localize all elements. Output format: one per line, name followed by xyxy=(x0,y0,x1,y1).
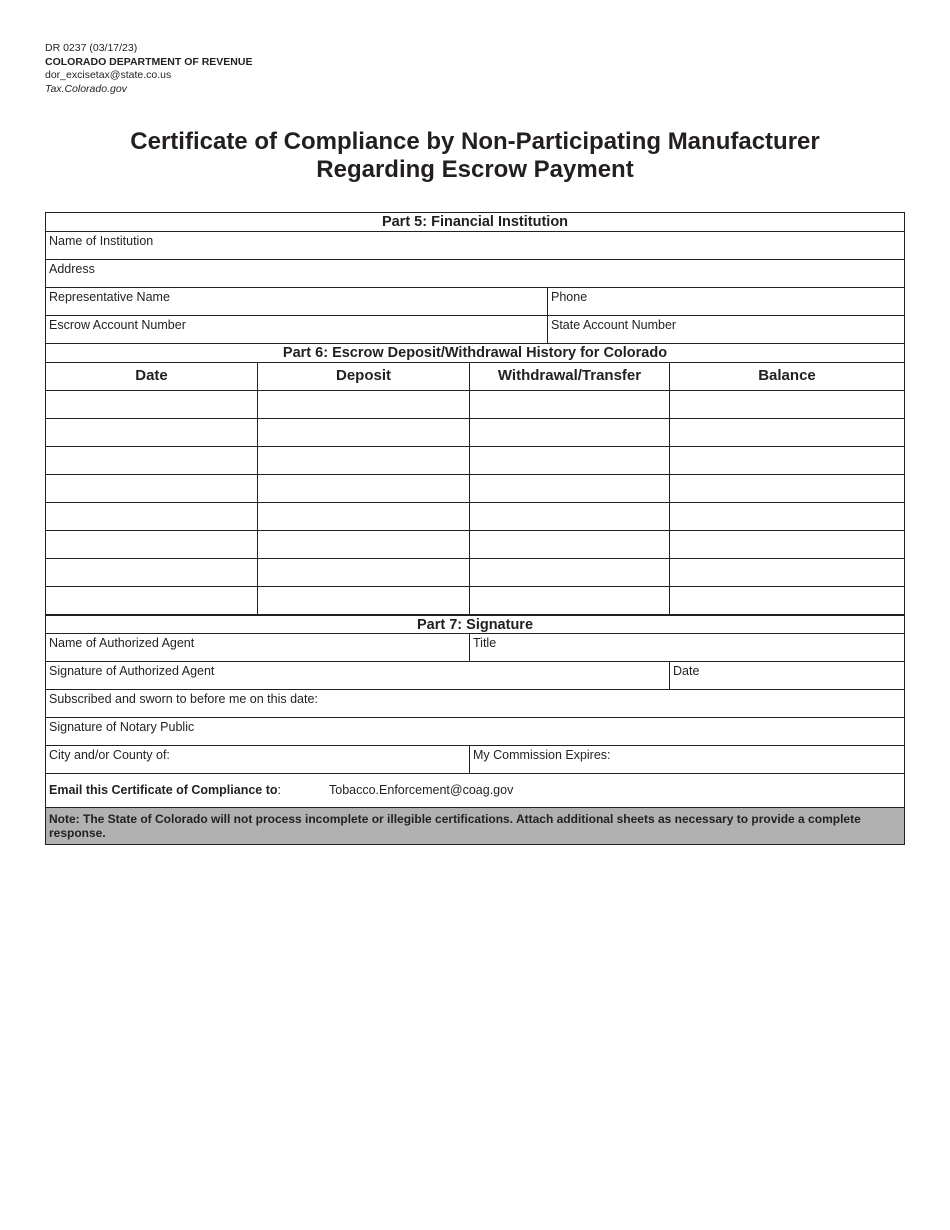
sworn-row xyxy=(46,690,904,718)
deposit-cell[interactable] xyxy=(258,475,470,502)
sworn-date-field[interactable]: Subscribed and sworn to before me on this date: xyxy=(49,692,318,706)
representative-name-field[interactable]: Representative Name xyxy=(46,288,548,315)
date-cell[interactable] xyxy=(46,559,258,586)
phone-field[interactable]: Phone xyxy=(551,290,588,304)
deposit-cell[interactable] xyxy=(258,447,470,474)
balance-cell[interactable] xyxy=(670,559,904,586)
table-row xyxy=(46,559,904,587)
table-row xyxy=(46,419,904,447)
date-cell[interactable] xyxy=(46,419,258,446)
column-header-date: Date xyxy=(46,363,258,390)
institution-row xyxy=(46,232,904,260)
balance-cell[interactable] xyxy=(670,503,904,530)
part7-heading: Part 7: Signature xyxy=(46,615,904,634)
table-row xyxy=(46,447,904,475)
deposit-cell[interactable] xyxy=(258,503,470,530)
email-instructions-colon: : xyxy=(277,782,281,797)
table-row xyxy=(46,587,904,615)
certificate-form xyxy=(45,212,905,845)
agent-signature-field[interactable]: Signature of Authorized Agent xyxy=(46,662,670,689)
balance-cell[interactable] xyxy=(670,531,904,558)
balance-cell[interactable] xyxy=(670,447,904,474)
withdrawal-cell[interactable] xyxy=(470,559,670,586)
notary-row xyxy=(46,718,904,746)
withdrawal-cell[interactable] xyxy=(470,447,670,474)
withdrawal-cell[interactable] xyxy=(470,503,670,530)
date-cell[interactable] xyxy=(46,475,258,502)
date-cell[interactable] xyxy=(46,447,258,474)
notary-signature-field[interactable]: Signature of Notary Public xyxy=(49,720,195,734)
deposit-cell[interactable] xyxy=(258,531,470,558)
deposit-cell[interactable] xyxy=(258,419,470,446)
department-website: Tax.Colorado.gov xyxy=(45,82,127,95)
email-instructions-label: Email this Certificate of Compliance to xyxy=(49,782,278,797)
signature-date-field[interactable]: Date xyxy=(673,664,700,678)
page-title xyxy=(0,128,950,184)
representative-row xyxy=(46,288,904,316)
part6-heading: Part 6: Escrow Deposit/Withdrawal History for Colorado xyxy=(46,344,904,363)
balance-cell[interactable] xyxy=(670,419,904,446)
table-row xyxy=(46,475,904,503)
date-cell[interactable] xyxy=(46,531,258,558)
table-row xyxy=(46,503,904,531)
table-row xyxy=(46,531,904,559)
email-instructions xyxy=(46,783,904,799)
withdrawal-cell[interactable] xyxy=(470,419,670,446)
balance-cell[interactable] xyxy=(670,475,904,502)
address-field[interactable]: Address xyxy=(49,262,95,276)
deposit-cell[interactable] xyxy=(258,587,470,614)
date-cell[interactable] xyxy=(46,587,258,614)
form-header xyxy=(45,42,252,96)
state-account-field[interactable]: State Account Number xyxy=(551,318,677,332)
withdrawal-cell[interactable] xyxy=(470,531,670,558)
date-cell[interactable] xyxy=(46,391,258,418)
deposit-cell[interactable] xyxy=(258,391,470,418)
history-table-header xyxy=(46,363,904,391)
agent-signature-row xyxy=(46,662,904,690)
institution-field[interactable]: Name of Institution xyxy=(49,234,154,248)
table-row xyxy=(46,391,904,419)
balance-cell[interactable] xyxy=(670,391,904,418)
agent-title-field[interactable]: Title xyxy=(473,636,497,650)
date-cell[interactable] xyxy=(46,503,258,530)
commission-expires-field[interactable]: My Commission Expires: xyxy=(473,748,611,762)
part5-heading: Part 5: Financial Institution xyxy=(46,213,904,232)
withdrawal-cell[interactable] xyxy=(470,391,670,418)
withdrawal-cell[interactable] xyxy=(470,475,670,502)
note-banner: Note: The State of Colorado will not process incomplete or illegible certifications. Attach additional sheets as necessary to provide a complete response. xyxy=(46,808,904,844)
agent-row xyxy=(46,634,904,662)
balance-cell[interactable] xyxy=(670,587,904,614)
column-header-balance: Balance xyxy=(758,367,816,384)
column-header-withdrawal: Withdrawal/Transfer xyxy=(470,363,670,390)
city-county-field[interactable]: City and/or County of: xyxy=(46,746,470,773)
title-line-2: Regarding Escrow Payment xyxy=(316,156,634,183)
account-row xyxy=(46,316,904,344)
county-row xyxy=(46,746,904,774)
withdrawal-cell[interactable] xyxy=(470,587,670,614)
submission-email-link[interactable]: Tobacco.Enforcement@coag.gov xyxy=(329,782,514,797)
agent-name-field[interactable]: Name of Authorized Agent xyxy=(46,634,470,661)
form-id: DR 0237 (03/17/23) xyxy=(45,42,138,54)
email-instructions-row xyxy=(46,774,904,808)
deposit-cell[interactable] xyxy=(258,559,470,586)
department-name: COLORADO DEPARTMENT OF REVENUE xyxy=(45,55,253,68)
department-email: dor_excisetax@state.co.us xyxy=(45,69,172,81)
title-line-1: Certificate of Compliance by Non-Participating Manufacturer xyxy=(130,128,820,155)
address-row xyxy=(46,260,904,288)
escrow-account-field[interactable]: Escrow Account Number xyxy=(46,316,548,343)
column-header-deposit: Deposit xyxy=(258,363,470,390)
